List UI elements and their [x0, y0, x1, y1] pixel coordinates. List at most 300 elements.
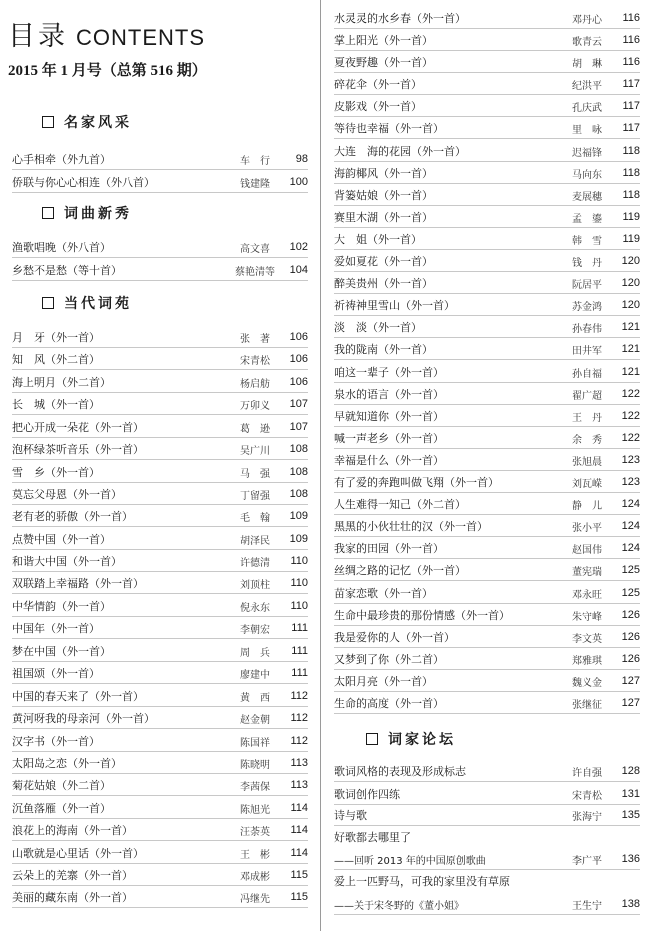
entry-page: 136: [621, 853, 640, 865]
entry-author: 葛 逊: [240, 423, 270, 435]
toc-entry[interactable]: [326, 30, 650, 50]
entry-separator: [12, 526, 308, 527]
entry-author: 张海宁: [572, 811, 602, 823]
entry-page: 115: [290, 869, 308, 881]
entry-page: 124: [621, 498, 640, 510]
toc-entry[interactable]: [0, 887, 318, 907]
entry-separator: [12, 818, 308, 819]
toc-entry[interactable]: [326, 805, 650, 825]
toc-entry[interactable]: [326, 895, 650, 913]
entry-author: 张继征: [572, 699, 602, 711]
toc-entry[interactable]: [0, 484, 318, 504]
toc-entry[interactable]: [0, 686, 318, 706]
toc-entry[interactable]: [0, 172, 318, 192]
entry-author: 蔡艳清等: [235, 266, 275, 278]
entry-page: 98: [295, 153, 308, 165]
entry-title: 莫忘父母恩（外一首）: [12, 488, 122, 501]
entry-title: ——关于宋冬野的《董小姐》: [334, 900, 464, 912]
entry-title: 苗家恋歌（外一首）: [334, 587, 433, 600]
entry-page: 126: [621, 609, 640, 621]
toc-entry[interactable]: [326, 207, 650, 227]
entry-page: 122: [621, 388, 640, 400]
entry-page: 111: [291, 622, 308, 634]
entry-title: 爱如夏花（外一首）: [334, 255, 433, 268]
entry-separator: [12, 840, 308, 841]
toc-entry[interactable]: [326, 251, 650, 271]
entry-separator: [12, 414, 308, 415]
entry-separator: [12, 392, 308, 393]
entry-title: 爱上一匹野马，可我的家里没有草原: [334, 875, 510, 888]
entry-separator: [334, 28, 640, 29]
entry-separator: [12, 257, 308, 258]
section-heading-contemporary: [42, 293, 132, 313]
toc-entry[interactable]: [326, 784, 650, 804]
entry-title: 掌上阳光（外一首）: [334, 34, 433, 47]
entry-separator: [12, 751, 308, 752]
toc-entry[interactable]: [326, 693, 650, 713]
toc-entry[interactable]: [326, 871, 650, 891]
toc-entry[interactable]: [0, 349, 318, 369]
toc-entry[interactable]: [326, 8, 650, 28]
entry-separator: [12, 706, 308, 707]
entry-page: 108: [289, 466, 308, 478]
entry-title: 乡愁不是愁（等十首）: [12, 264, 122, 277]
entry-author: 张 著: [240, 333, 270, 345]
entry-author: 歌青云: [572, 36, 602, 48]
entry-author: 韩 雪: [572, 235, 602, 247]
entry-page: 110: [290, 555, 308, 567]
entry-title: 歌词风格的表现及形成标志: [334, 765, 466, 778]
entry-separator: [334, 72, 640, 73]
entry-page: 120: [621, 255, 640, 267]
toc-entry[interactable]: [0, 596, 318, 616]
entry-page: 112: [290, 735, 308, 747]
entry-author: 董宪瑞: [572, 566, 602, 578]
toc-entry[interactable]: [0, 417, 318, 437]
entry-separator: [12, 593, 308, 594]
entry-title: 心手相牵（外九首）: [12, 153, 111, 166]
entry-author: 朱守峰: [572, 611, 602, 623]
entry-title: 诗与歌: [334, 809, 367, 822]
entry-title: 浪花上的海南（外一首）: [12, 824, 133, 837]
entry-page: 109: [289, 510, 308, 522]
entry-title: 长 城（外一首）: [12, 398, 100, 411]
toc-entry[interactable]: [0, 775, 318, 795]
entry-separator: [334, 536, 640, 537]
entry-author: 毛 翰: [240, 512, 270, 524]
toc-entry[interactable]: [0, 327, 318, 347]
entry-title: 点赞中国（外一首）: [12, 533, 111, 546]
entry-page: 122: [621, 410, 640, 422]
entry-separator: [334, 271, 640, 272]
entry-author: 汪荼英: [240, 826, 270, 838]
entry-title: 雪 乡（外一首）: [12, 466, 100, 479]
entry-author: 孙春伟: [572, 323, 602, 335]
entry-page: 120: [621, 299, 640, 311]
entry-author: 静 儿: [572, 500, 602, 512]
entry-title: 海韵椰风（外一首）: [334, 167, 433, 180]
entry-title: 海上明月（外二首）: [12, 376, 111, 389]
toc-entry[interactable]: [326, 627, 650, 647]
entry-separator: [12, 549, 308, 550]
entry-page: 102: [289, 241, 308, 253]
entry-title: 和谐大中国（外一首）: [12, 555, 122, 568]
toc-entry[interactable]: [326, 317, 650, 337]
entry-title: 咱这一辈子（外一首）: [334, 366, 444, 379]
entry-title: 祈祷神里雪山（外一首）: [334, 299, 455, 312]
toc-entry[interactable]: [326, 163, 650, 183]
toc-entry[interactable]: [326, 52, 650, 72]
entry-author: 吴广川: [240, 445, 270, 457]
toc-entry[interactable]: [326, 538, 650, 558]
entry-title: 赛里木湖（外一首）: [334, 211, 433, 224]
toc-entry[interactable]: [326, 295, 650, 315]
entry-separator: [12, 504, 308, 505]
entry-author: 钱 丹: [572, 257, 602, 269]
entry-title: 侨联与你心心相连（外八首）: [12, 176, 155, 189]
entry-title: 生命中最珍贵的那份情感（外一首）: [334, 609, 510, 622]
entry-author: 马 强: [240, 468, 270, 480]
entry-separator: [334, 227, 640, 228]
entry-author: 麦展穗: [572, 191, 602, 203]
entry-title: 黑黑的小伙壮壮的汉（外一首）: [334, 520, 488, 533]
entry-title: 梦在中国（外一首）: [12, 645, 111, 658]
entry-separator: [12, 661, 308, 662]
entry-title: 人生难得一知己（外二首）: [334, 498, 466, 511]
toc-entry[interactable]: [326, 273, 650, 293]
toc-entry[interactable]: [326, 494, 650, 514]
entry-title: 沉鱼落雁（外一首）: [12, 802, 111, 815]
toc-entry[interactable]: [0, 439, 318, 459]
toc-entry[interactable]: [0, 865, 318, 885]
entry-author: 余 秀: [572, 434, 602, 446]
toc-entry[interactable]: [326, 450, 650, 470]
entry-page: 119: [622, 211, 640, 223]
entry-author: 高文喜: [240, 243, 270, 255]
entry-title: 中国年（外一首）: [12, 622, 100, 635]
entry-title: 生命的高度（外一首）: [334, 697, 444, 710]
section-title: 词曲新秀: [64, 206, 132, 222]
entry-page: 104: [289, 264, 308, 276]
entry-separator: [334, 603, 640, 604]
entry-title: 好歌都去哪里了: [334, 831, 411, 844]
toc-entry[interactable]: [0, 506, 318, 526]
entry-author: 周 兵: [240, 647, 270, 659]
entry-page: 123: [621, 476, 640, 488]
toc-entry[interactable]: [326, 649, 650, 669]
section-heading-forum: [366, 729, 456, 749]
entry-separator: [12, 437, 308, 438]
entry-author: 刘顶柱: [240, 579, 270, 591]
entry-separator: [334, 404, 640, 405]
entry-title: 我的陇南（外一首）: [334, 343, 433, 356]
entry-author: 李广平: [572, 855, 602, 867]
entry-author: 孙自福: [572, 368, 602, 380]
square-bullet-icon: [42, 207, 54, 219]
entry-page: 107: [289, 398, 308, 410]
entry-separator: [12, 773, 308, 774]
toc-entry[interactable]: [0, 260, 318, 280]
entry-author: 倪永东: [240, 602, 270, 614]
entry-title: 大连 海的花园（外一首）: [334, 145, 466, 158]
toc-entry[interactable]: [0, 663, 318, 683]
entry-author: 杨启舫: [240, 378, 270, 390]
entry-author: 许自强: [572, 767, 602, 779]
toc-entry[interactable]: [0, 731, 318, 751]
entry-separator: [12, 616, 308, 617]
entry-separator: [334, 869, 640, 870]
entry-author: 邓成彬: [240, 871, 270, 883]
toc-entry[interactable]: [0, 551, 318, 571]
toc-entry[interactable]: [0, 753, 318, 773]
entry-separator: [334, 293, 640, 294]
entry-page: 108: [289, 488, 308, 500]
entry-page: 115: [290, 891, 308, 903]
entry-title: 中国的春天来了（外一首）: [12, 690, 144, 703]
entry-page: 126: [621, 631, 640, 643]
toc-entry[interactable]: [0, 394, 318, 414]
entry-separator: [334, 580, 640, 581]
toc-entry[interactable]: [0, 149, 318, 169]
entry-page: 109: [289, 533, 308, 545]
entry-page: 112: [290, 712, 308, 724]
toc-entry[interactable]: [0, 529, 318, 549]
toc-entry[interactable]: [326, 406, 650, 426]
toc-entry[interactable]: [326, 516, 650, 536]
entry-separator: [12, 885, 308, 886]
entry-page: 106: [289, 376, 308, 388]
toc-entry[interactable]: [326, 671, 650, 691]
entry-separator: [334, 116, 640, 117]
entry-separator: [334, 249, 640, 250]
entry-separator: [12, 459, 308, 460]
entry-author: 翟广超: [572, 390, 602, 402]
entry-separator: [12, 571, 308, 572]
toc-entry[interactable]: [0, 798, 318, 818]
page-title: 目录: [8, 21, 68, 52]
entry-page: 138: [621, 898, 640, 910]
entry-author: 郑雅琪: [572, 655, 602, 667]
entry-page: 114: [290, 802, 308, 814]
toc-header: [8, 14, 318, 80]
entry-separator: [334, 558, 640, 559]
entry-page: 121: [621, 366, 640, 378]
toc-entry[interactable]: [326, 472, 650, 492]
entry-title: 双联踏上幸福路（外一首）: [12, 577, 144, 590]
entry-page: 124: [621, 542, 640, 554]
entry-separator: [334, 514, 640, 515]
toc-entry[interactable]: [0, 372, 318, 392]
entry-author: 万卯义: [240, 400, 270, 412]
toc-entry[interactable]: [0, 708, 318, 728]
toc-entry[interactable]: [326, 339, 650, 359]
entry-author: 李文英: [572, 633, 602, 645]
toc-entry[interactable]: [326, 141, 650, 161]
entry-separator: [334, 50, 640, 51]
entry-separator: [12, 683, 308, 684]
entry-author: 赵金朝: [240, 714, 270, 726]
entry-separator: [334, 337, 640, 338]
toc-entry[interactable]: [326, 185, 650, 205]
toc-entry[interactable]: [326, 850, 650, 868]
toc-entry[interactable]: [326, 229, 650, 249]
entry-title: 泡杯绿茶听音乐（外一首）: [12, 443, 144, 456]
toc-entry[interactable]: [326, 605, 650, 625]
entry-title: 祖国颂（外一首）: [12, 667, 100, 680]
entry-separator: [12, 728, 308, 729]
entry-separator: [334, 205, 640, 206]
entry-title: 把心开成一朵花（外一首）: [12, 421, 144, 434]
toc-entry[interactable]: [326, 428, 650, 448]
entry-author: 王生宁: [572, 900, 602, 912]
entry-title: 美丽的藏东南（外一首）: [12, 891, 133, 904]
entry-page: 121: [621, 321, 640, 333]
entry-title: ——回听 2013 年的中国原创歌曲: [334, 855, 486, 867]
entry-title: 背篓姑娘（外一首）: [334, 189, 433, 202]
entry-author: 胡 琳: [572, 58, 602, 70]
toc-entry[interactable]: [326, 384, 650, 404]
toc-entry[interactable]: [326, 118, 650, 138]
section-heading-new-talents: [42, 203, 132, 223]
entry-separator: [12, 638, 308, 639]
entry-title: 月 牙（外一首）: [12, 331, 100, 344]
entry-page: 106: [289, 353, 308, 365]
entry-page: 127: [621, 675, 640, 687]
entry-title: 我家的田园（外一首）: [334, 542, 444, 555]
toc-entry[interactable]: [0, 573, 318, 593]
entry-separator: [334, 669, 640, 670]
entry-page: 117: [622, 122, 640, 134]
entry-page: 111: [291, 667, 308, 679]
entry-separator: [334, 161, 640, 162]
square-bullet-icon: [366, 733, 378, 745]
entry-author: 冯继先: [240, 893, 270, 905]
toc-entry[interactable]: [326, 583, 650, 603]
entry-author: 苏金鸿: [572, 301, 602, 313]
entry-title: 皮影戏（外一首）: [334, 100, 422, 113]
entry-author: 张小平: [572, 522, 602, 534]
entry-title: 知 风（外二首）: [12, 353, 100, 366]
entry-author: 王 丹: [572, 412, 602, 424]
entry-page: 107: [289, 421, 308, 433]
entry-page: 108: [289, 443, 308, 455]
entry-page: 135: [621, 809, 640, 821]
entry-separator: [334, 382, 640, 383]
entry-separator: [334, 94, 640, 95]
toc-entry[interactable]: [326, 96, 650, 116]
entry-author: 李朝宏: [240, 624, 270, 636]
entry-author: 邓丹心: [572, 14, 602, 26]
entry-separator: [334, 138, 640, 139]
toc-entry[interactable]: [0, 237, 318, 257]
entry-author: 马向东: [572, 169, 602, 181]
entry-title: 汉字书（外一首）: [12, 735, 100, 748]
entry-separator: [12, 169, 308, 170]
entry-page: 113: [290, 757, 308, 769]
entry-author: 陈旭光: [240, 804, 270, 816]
entry-title: 菊花姑娘（外二首）: [12, 779, 111, 792]
column-divider: [320, 0, 321, 931]
entry-title: 老有老的骄傲（外一首）: [12, 510, 133, 523]
entry-author: 钱建隆: [240, 178, 270, 190]
entry-page: 128: [621, 765, 640, 777]
issue-number: 2015 年 1 月号（总第 516 期）: [8, 63, 207, 79]
toc-entry[interactable]: [0, 641, 318, 661]
entry-title: 早就知道你（外一首）: [334, 410, 444, 423]
entry-author: 阮居平: [572, 279, 602, 291]
toc-entry[interactable]: [0, 618, 318, 638]
entry-page: 127: [621, 697, 640, 709]
entry-page: 121: [621, 343, 640, 355]
entry-separator: [12, 192, 308, 193]
entry-separator: [12, 482, 308, 483]
entry-title: 云朵上的羌寨（外一首）: [12, 869, 133, 882]
entry-author: 孟 鎏: [572, 213, 602, 225]
entry-page: 116: [622, 12, 640, 24]
entry-title: 渔歌唱晚（外八首）: [12, 241, 111, 254]
entry-author: 黄 西: [240, 692, 270, 704]
entry-separator: [12, 907, 308, 908]
entry-author: 赵国伟: [572, 544, 602, 556]
entry-author: 田井军: [572, 345, 602, 357]
entry-title: 歌词创作四练: [334, 788, 400, 801]
toc-entry[interactable]: [0, 462, 318, 482]
entry-author: 纪洪平: [572, 80, 602, 92]
square-bullet-icon: [42, 297, 54, 309]
entry-author: 廖建中: [240, 669, 270, 681]
entry-author: 魏义金: [572, 677, 602, 689]
entry-author: 里 咏: [572, 124, 602, 136]
entry-title: 幸福是什么（外一首）: [334, 454, 444, 467]
entry-page: 118: [622, 189, 640, 201]
entry-title: 山歌就是心里话（外一首）: [12, 847, 144, 860]
toc-entry[interactable]: [326, 74, 650, 94]
entry-page: 125: [621, 587, 640, 599]
entry-author: 王 彬: [240, 849, 270, 861]
entry-separator: [334, 492, 640, 493]
entry-separator: [12, 795, 308, 796]
entry-title: 中华情韵（外一首）: [12, 600, 111, 613]
toc-entry[interactable]: [0, 820, 318, 840]
entry-title: 丝绸之路的记忆（外一首）: [334, 564, 466, 577]
entry-page: 114: [290, 824, 308, 836]
entry-page: 118: [622, 167, 640, 179]
entry-author: 陈国祥: [240, 737, 270, 749]
entry-separator: [334, 625, 640, 626]
toc-entry[interactable]: [326, 827, 650, 847]
entry-separator: [334, 781, 640, 782]
section-title: 词家论坛: [388, 732, 456, 748]
entry-separator: [334, 315, 640, 316]
entry-title: 等待也幸福（外一首）: [334, 122, 444, 135]
entry-separator: [334, 359, 640, 360]
entry-separator: [334, 914, 640, 915]
section-title: 当代词苑: [64, 296, 132, 312]
entry-page: 114: [290, 847, 308, 859]
toc-entry[interactable]: [326, 560, 650, 580]
toc-entry[interactable]: [326, 362, 650, 382]
entry-separator: [334, 183, 640, 184]
square-bullet-icon: [42, 116, 54, 128]
entry-title: 黄河呀我的母亲河（外一首）: [12, 712, 155, 725]
entry-separator: [334, 825, 640, 826]
entry-separator: [334, 448, 640, 449]
toc-entry[interactable]: [326, 761, 650, 781]
toc-entry[interactable]: [0, 843, 318, 863]
entry-page: 110: [290, 600, 308, 612]
entry-author: 李茜保: [240, 781, 270, 793]
entry-page: 126: [621, 653, 640, 665]
